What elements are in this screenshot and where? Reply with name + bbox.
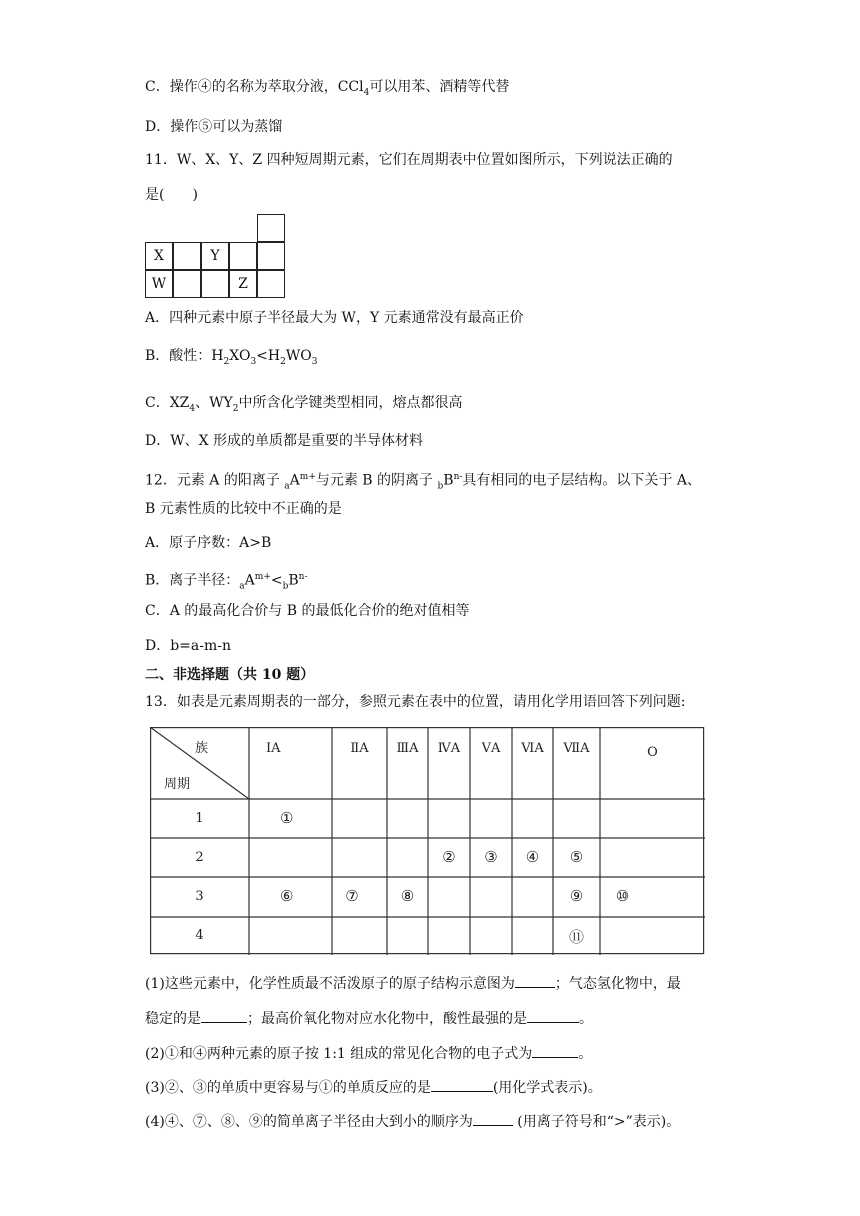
table-corner-period: 周期 <box>164 777 191 792</box>
period-3-label: 3 <box>195 889 204 904</box>
q10-option-c: C．操作④的名称为萃取分液，CCl$_4$可以用苯、酒精等代替 <box>145 79 510 98</box>
grid-cell-empty <box>201 270 229 298</box>
element-7: ⑦ <box>345 887 359 905</box>
grid-cell-x: X <box>145 242 173 270</box>
q12-stem-line1: 12．元素 A 的阳离子 $_aA^{m+}$与元素 B 的阴离子 $_bB^{n-}$具有相同的电子层结构。以下关于 A、 <box>145 472 701 492</box>
element-6: ⑥ <box>280 887 294 905</box>
group-header-4a: ⅣA <box>437 741 461 756</box>
answer-blank[interactable] <box>431 1077 493 1092</box>
answer-blank[interactable] <box>532 1043 578 1058</box>
q12-stem-line2: B 元素性质的比较中不正确的是 <box>145 501 342 517</box>
answer-blank[interactable] <box>515 973 555 988</box>
grid-cell-y: Y <box>201 242 229 270</box>
q11-option-d: D．W、X 形成的单质都是重要的半导体材料 <box>145 433 424 449</box>
q11-stem-line2: 是( ) <box>145 187 198 203</box>
period-4-label: 4 <box>195 928 204 943</box>
element-3: ③ <box>484 848 498 866</box>
q11-option-c: C．$XZ_4$、$WY_2$中所含化学键类型相同，熔点都很高 <box>145 395 463 414</box>
q13-sub2: (2)①和④两种元素的原子按 1:1 组成的常见化合物的电子式为 。 <box>145 1043 592 1064</box>
q13-sub4: (4)④、⑦、⑧、⑨的简单离子半径由大到小的顺序为 (用离子符号和“>”表示)。 <box>145 1111 680 1132</box>
q10-option-d: D．操作⑤可以为蒸馏 <box>145 119 283 135</box>
q13-stem: 13．如表是元素周期表的一部分，参照元素在表中的位置，请用化学用语回答下列问题: <box>145 694 686 710</box>
element-1: ① <box>280 809 294 827</box>
grid-cell-empty <box>257 270 285 298</box>
grid-cell-empty <box>257 214 285 242</box>
element-8: ⑧ <box>400 887 415 905</box>
element-9: ⑨ <box>569 887 584 905</box>
q11-stem-line1: 11．W、X、Y、Z 四种短周期元素，它们在周期表中位置如图所示，下列说法正确的 <box>145 152 673 168</box>
grid-cell-empty <box>173 242 201 270</box>
period-1-label: 1 <box>195 811 204 826</box>
group-header-2a: ⅡA <box>350 741 369 756</box>
answer-blank[interactable] <box>527 1008 579 1023</box>
q13-sub3: (3)②、③的单质中更容易与①的单质反应的是 (用化学式表示)。 <box>145 1077 602 1098</box>
group-header-3a: ⅢA <box>396 741 419 756</box>
grid-cell-empty <box>173 270 201 298</box>
group-header-6a: ⅥA <box>521 741 544 756</box>
element-5: ⑤ <box>569 848 584 866</box>
element-2: ② <box>442 848 456 866</box>
q11-option-b: B．酸性：$H_2XO_3<H_2WO_3$ <box>145 348 318 367</box>
period-2-label: 2 <box>195 850 204 865</box>
q12-option-a: A．原子序数：A>B <box>145 535 272 551</box>
periodic-table-grid <box>150 727 705 955</box>
grid-cell-empty <box>229 242 257 270</box>
group-header-7a: ⅦA <box>563 741 590 756</box>
table-corner-group: 族 <box>195 741 209 756</box>
q12-option-b: B．离子半径：$_aA^{m+}<_bB^{n-}$ <box>145 572 308 592</box>
element-11: ⑪ <box>568 928 584 946</box>
answer-blank[interactable] <box>473 1111 513 1126</box>
q11-option-a: A．四种元素中原子半径最大为 W，Y 元素通常没有最高正价 <box>145 310 524 326</box>
section-title: 二、非选择题（共 10 题） <box>145 667 315 683</box>
group-header-5a: ⅤA <box>481 741 501 756</box>
answer-blank[interactable] <box>201 1008 247 1023</box>
q12-option-c: C．A 的最高化合价与 B 的最低化合价的绝对值相等 <box>145 603 470 619</box>
q13-sub1-line1: (1)这些元素中，化学性质最不活泼原子的原子结构示意图为 ；气态氢化物中，最 <box>145 973 681 994</box>
grid-cell-w: W <box>145 270 173 298</box>
grid-cell-z: Z <box>229 270 257 298</box>
q13-sub1-line2: 稳定的是 ；最高价氧化物对应水化物中，酸性最强的是 。 <box>145 1008 593 1029</box>
group-header-0: O <box>647 745 658 760</box>
group-header-1a: ⅠA <box>266 741 281 756</box>
periodic-table <box>150 727 705 955</box>
element-10: ⑩ <box>615 887 630 905</box>
q12-option-d: D．b=a-m-n <box>145 638 232 654</box>
grid-cell-empty <box>257 242 285 270</box>
element-4: ④ <box>525 848 540 866</box>
